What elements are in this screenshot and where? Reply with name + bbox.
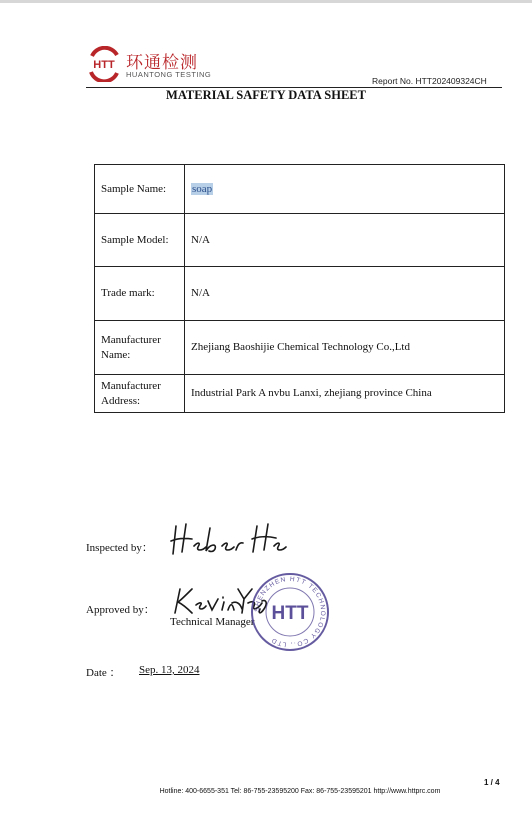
document-title: MATERIAL SAFETY DATA SHEET xyxy=(166,88,366,102)
company-logo xyxy=(86,44,216,84)
table-row xyxy=(95,321,505,375)
sample-name-label: Sample Name: xyxy=(95,165,185,214)
manufacturer-address-value: Industrial Park A nvbu Lanxi, zhejiang province China xyxy=(185,375,505,413)
table-row xyxy=(95,214,505,267)
logo-ring-icon xyxy=(86,46,122,82)
footer-contact: Hotline: 400-6655-351 Tel: 86-755-23595200 Fax: 86-755-23595201 http://www.httprc.com xyxy=(159,788,441,795)
report-number: Report No. HTT202409324CH xyxy=(372,76,487,86)
logo-chinese-name: 环通检测 xyxy=(126,53,198,73)
table-row xyxy=(95,375,505,413)
viewer-top-bar xyxy=(0,0,532,3)
trade-mark-label: Trade mark: xyxy=(95,267,185,321)
date-value: Sep. 13, 2024 xyxy=(139,664,200,676)
inspector-signature xyxy=(168,520,288,560)
logo-mark: HTT xyxy=(93,59,115,71)
inspected-by-label: Inspected by： xyxy=(86,542,153,554)
manufacturer-name-label: Manufacturer Name: xyxy=(95,321,185,375)
company-seal xyxy=(250,572,330,652)
sample-model-label: Sample Model: xyxy=(95,214,185,267)
sample-info-table xyxy=(94,164,505,413)
seal-ring-text: SHENZHEN HTT TECHNOLOGY CO., LTD xyxy=(253,575,327,649)
approver-title: Technical Manager xyxy=(170,616,255,628)
sample-model-value: N/A xyxy=(185,214,505,267)
trade-mark-value: N/A xyxy=(185,267,505,321)
table-row xyxy=(95,267,505,321)
seal-center-text: HTT xyxy=(271,603,309,624)
logo-english-name: HUANTONG TESTING xyxy=(126,70,212,79)
table-row xyxy=(95,165,505,214)
manufacturer-address-label: Manufacturer Address: xyxy=(95,375,185,413)
date-label: Date ： xyxy=(86,667,121,679)
manufacturer-name-value: Zhejiang Baoshijie Chemical Technology Co.,Ltd xyxy=(185,321,505,375)
approved-by-label: Approved by： xyxy=(86,604,155,616)
page-number: 1 / 4 xyxy=(484,778,500,787)
sample-name-cell xyxy=(185,165,505,214)
sample-name-value[interactable]: soap xyxy=(192,182,213,195)
